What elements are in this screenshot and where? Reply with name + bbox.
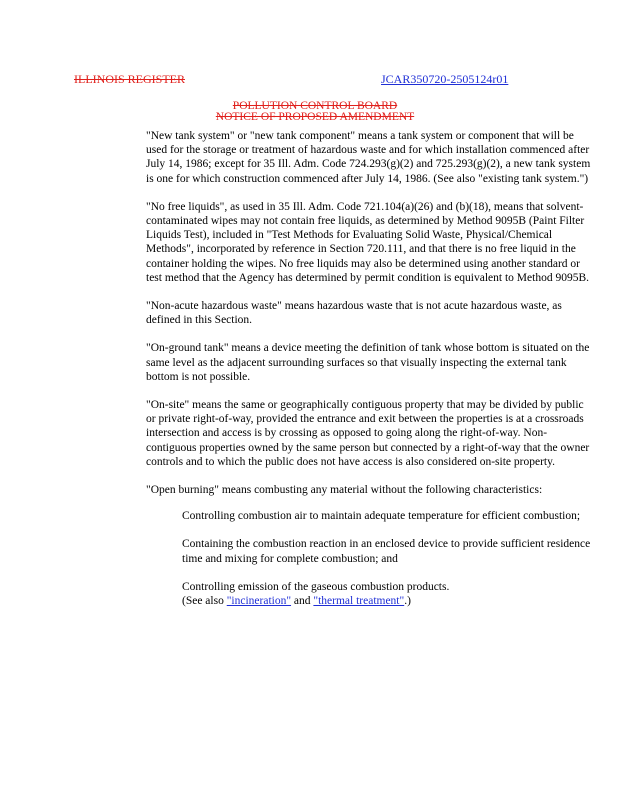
see-also-thermal-treatment: "thermal treatment" [313,595,405,608]
definition-open-burning: "Open burning" means combusting any material without the following characteristics: [146,484,543,497]
definition-no-free-liquids: "No free liquids", as used in 35 Ill. Adm. Code 721.104(a)(26) and (b)(18), means that solvent-contaminated wipes may not contain free liquids, as determined by Method 9095B (Paint Filter Liquids Test), included in "Test Methods for Evaluating Solid Waste, Physical/Chemical Methods", incorporated by reference in Section 720.111, and that there is no free liquid in the container holding the wipes. No free liquids may also be determined using another standard or test method that the Agency has determined by permit condition is equivalent to Method 9095B. [146,200,589,284]
definition-non-acute-hazardous-waste: "Non-acute hazardous waste" means hazardous waste that is not acute hazardous waste, as defined in this Section. [146,300,562,327]
notice-type: NOTICE OF PROPOSED AMENDMENT [215,111,415,123]
see-also-suffix: .) [404,595,411,608]
definition-new-tank-system: "New tank system" or "new tank component" means a tank system or component that will be used for the storage or treatment of hazardous waste and for which installation commenced after July 14, 1986; except for 35 Ill. Adm. Code 724.293(g)(2) and 725.293(g)(2), a new tank system is one for which construction commenced after July 14, 1986. (See also "existing tank system.") [146,130,591,185]
document-id: JCAR350720-2505124r01 [381,72,509,86]
notice-title [190,101,440,123]
definition-on-ground-tank: "On-ground tank" means a device meeting the definition of tank whose bottom is situated on the same level as the adjacent surrounding surfaces so that visually inspecting the external tank bottom is not possible. [146,342,590,383]
board-name: POLLUTION CONTROL BOARD [232,100,398,112]
definition-on-site: "On-site" means the same or geographically contiguous property that may be divided by public or private right-of-way, provided the entrance and exit between the properties is at a crossroads intersection and access is by crossing as opposed to going along the right-of-way. Non-contiguous properties owned by the same person but connected by a right-of-way that the owner controls and to which the public does not have access is also considered on-site property. [146,399,590,468]
register-header: ILLINOIS REGISTER [74,72,185,86]
document-body [146,129,596,608]
characteristic-item-with-see-also [182,580,596,608]
see-also-prefix: (See also [182,595,227,608]
characteristic-item: Containing the combustion reaction in an enclosed device to provide sufficient residence time and mixing for complete combustion; and [182,538,591,565]
characteristic-item: Controlling combustion air to maintain adequate temperature for efficient combustion; [182,510,581,523]
see-also-middle: and [291,595,314,608]
see-also-incineration: "incineration" [226,595,292,608]
characteristic-text: Controlling emission of the gaseous combustion products. [182,580,450,593]
